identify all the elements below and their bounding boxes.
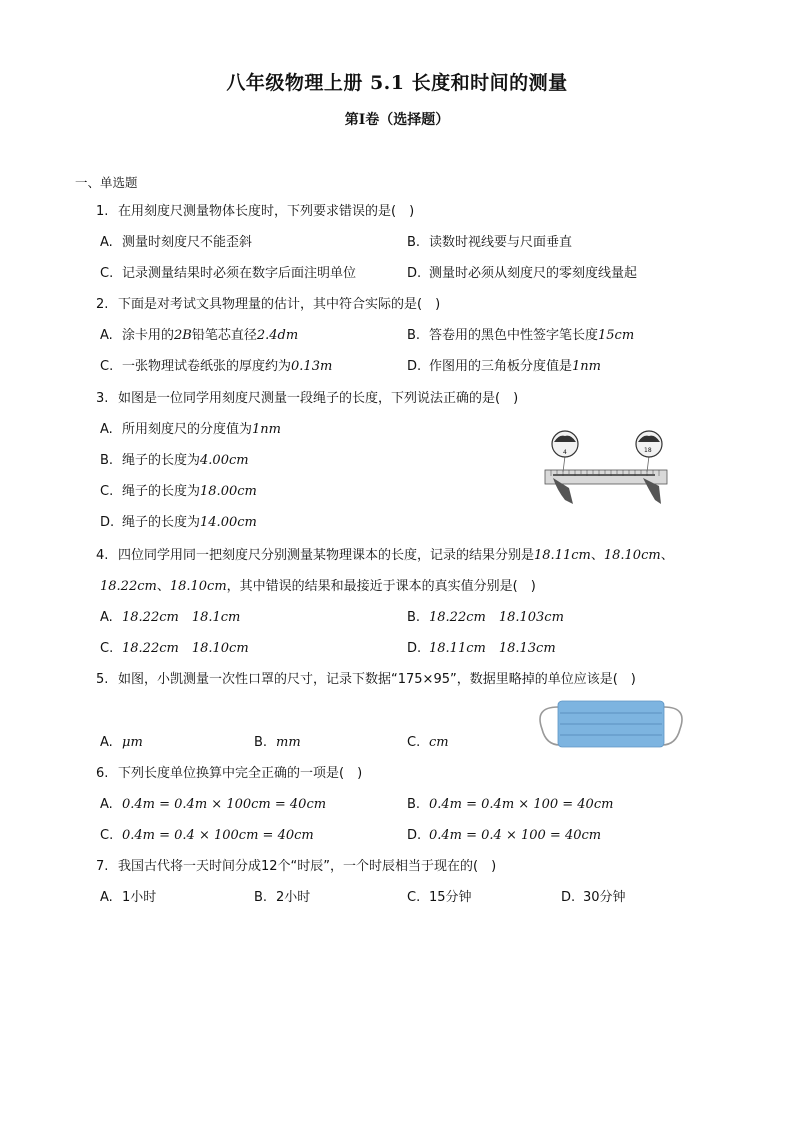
question-number: 3. — [96, 391, 109, 406]
option-1c[interactable]: C. 记录测量结果时必须在数字后面注明单位 — [100, 266, 357, 281]
option-6b[interactable]: B. 0.4m = 0.4m × 100 = 40cm — [407, 797, 614, 812]
option-6a[interactable]: A. 0.4m = 0.4m × 100cm = 40cm — [100, 797, 327, 812]
question-1 — [96, 202, 414, 222]
question-stem: 下列长度单位换算中完全正确的一项是( ) — [118, 766, 363, 781]
option-1b[interactable]: B. 读数时视线要与尺面垂直 — [407, 235, 573, 250]
question-number: 2. — [96, 297, 109, 312]
page-title: 八年级物理上册 5.1 长度和时间的测量 — [226, 72, 568, 94]
option-7b[interactable]: B. 2小时 — [254, 890, 311, 905]
option-3c[interactable]: C. 绳子的长度为18.00cm — [100, 484, 257, 499]
mask-ear-loop-right — [662, 707, 682, 745]
option-5b[interactable]: B. mm — [254, 735, 301, 750]
question-4-continuation: 18.22cm、18.10cm，其中错误的结果和最接近于课本的真实值分别是( ) — [100, 579, 536, 594]
option-1d[interactable]: D. 测量时必须从刻度尺的零刻度线量起 — [407, 266, 638, 281]
page-subtitle: 第Ⅰ卷（选择题） — [344, 112, 450, 128]
question-3 — [96, 389, 518, 409]
option-3d[interactable]: D. 绳子的长度为14.00cm — [100, 515, 257, 530]
option-4a[interactable]: A. 18.22cm 18.1cm — [100, 610, 241, 625]
question-stem: 如图是一位同学用刻度尺测量一段绳子的长度，下列说法正确的是( ) — [118, 391, 519, 406]
question-stem: 我国古代将一天时间分成12个“时辰”，一个时辰相当于现在的( ) — [118, 859, 497, 874]
option-3a[interactable]: A. 所用刻度尺的分度值为1nm — [100, 422, 281, 437]
option-7a[interactable]: A. 1小时 — [100, 890, 157, 905]
question-number: 5. — [96, 672, 109, 687]
question-stem: 下面是对考试文具物理量的估计，其中符合实际的是( ) — [118, 297, 441, 312]
option-7d[interactable]: D. 30分钟 — [561, 890, 626, 905]
question-number: 4. — [96, 548, 109, 563]
option-6c[interactable]: C. 0.4m = 0.4 × 100cm = 40cm — [100, 828, 314, 843]
option-3b[interactable]: B. 绳子的长度为4.00cm — [100, 453, 249, 468]
ruler-rope-figure — [543, 428, 669, 508]
option-7c[interactable]: C. 15分钟 — [407, 890, 472, 905]
option-5c[interactable]: C. cm — [407, 735, 449, 750]
section-heading: 一、单选题 — [75, 175, 138, 190]
mask-figure — [538, 695, 684, 755]
option-4c[interactable]: C. 18.22cm 18.10cm — [100, 641, 249, 656]
question-number: 7. — [96, 859, 109, 874]
option-6d[interactable]: D. 0.4m = 0.4 × 100 = 40cm — [407, 828, 602, 843]
magnifier-right-mark: 18 — [644, 447, 652, 454]
option-2d[interactable]: D. 作图用的三角板分度值是1nm — [407, 359, 601, 374]
magnifier-left-mark: 4 — [563, 449, 567, 456]
option-4b[interactable]: B. 18.22cm 18.103cm — [407, 610, 564, 625]
question-5 — [96, 670, 636, 690]
mask-ear-loop-left — [540, 707, 560, 745]
option-2a[interactable]: A. 涂卡用的2B铅笔芯直径2.4dm — [100, 328, 299, 343]
option-1a[interactable]: A. 测量时刻度尺不能歪斜 — [100, 235, 253, 250]
option-4d[interactable]: D. 18.11cm 18.13cm — [407, 641, 556, 656]
question-number: 1. — [96, 204, 109, 219]
option-2b[interactable]: B. 答卷用的黑色中性签字笔长度15cm — [407, 328, 635, 343]
question-stem: 在用刻度尺测量物体长度时，下列要求错误的是( ) — [118, 204, 415, 219]
question-2 — [96, 295, 440, 315]
option-2c[interactable]: C. 一张物理试卷纸张的厚度约为0.13m — [100, 359, 333, 374]
option-5a[interactable]: A. μm — [100, 735, 143, 750]
question-6 — [96, 764, 362, 784]
question-number: 6. — [96, 766, 109, 781]
question-stem: 如图，小凯测量一次性口罩的尺寸，记录下数据“175×95”，数据里略掉的单位应该是( ) — [118, 672, 636, 687]
question-4: 4. 四位同学用同一把刻度尺分别测量某物理课本的长度，记录的结果分别是18.11cm、18.10cm、 — [96, 546, 674, 566]
question-7 — [96, 857, 496, 877]
